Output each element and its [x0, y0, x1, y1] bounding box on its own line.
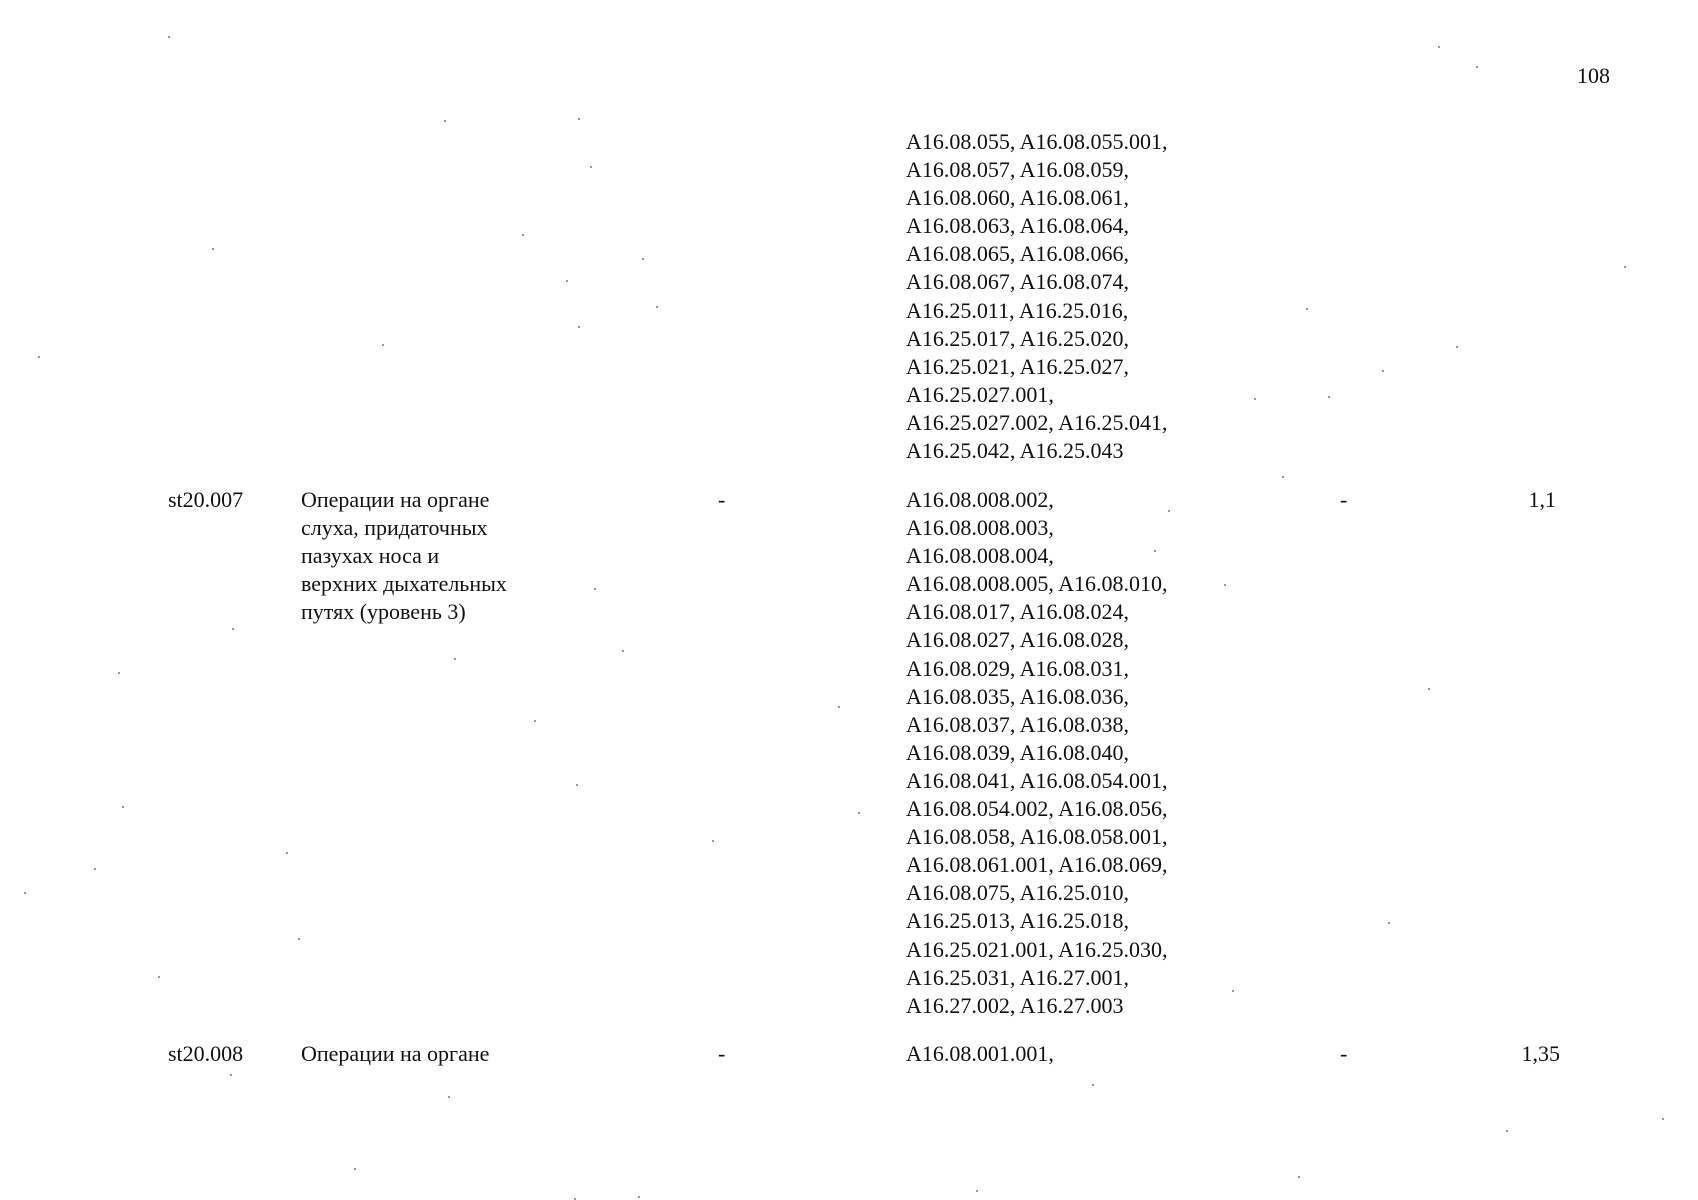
- code-line: A16.08.061.001, A16.08.069,: [906, 852, 1168, 878]
- code-line: A16.08.008.005, A16.08.010,: [906, 571, 1168, 597]
- code-line: A16.08.035, A16.08.036,: [906, 683, 1130, 709]
- group-name: Операции на органе слуха, придаточных пазухах носа и верхних дыхательных путях (уровень 3): [301, 487, 507, 624]
- dash-cell: -: [718, 487, 726, 512]
- code-line: A16.08.027, A16.08.028,: [906, 627, 1130, 653]
- code-line: A16.25.027.001,: [906, 381, 1054, 407]
- code-line: A16.25.027.002, A16.25.041,: [906, 409, 1168, 435]
- group-name: Операции на органе: [301, 1041, 490, 1066]
- code-line: A16.25.021.001, A16.25.030,: [906, 936, 1168, 962]
- code-line: A16.08.008.004,: [906, 543, 1054, 569]
- code-line: A16.08.058, A16.08.058.001,: [906, 824, 1168, 850]
- service-codes: [906, 486, 1168, 1020]
- code-line: A16.08.039, A16.08.040,: [906, 739, 1130, 765]
- code-line: A16.08.008.003,: [906, 515, 1054, 541]
- dash-cell: -: [1340, 487, 1348, 512]
- code-line: A16.08.017, A16.08.024,: [906, 599, 1130, 625]
- code-line: A16.08.001.001,: [906, 1041, 1054, 1066]
- code-line: A16.25.031, A16.27.001,: [906, 964, 1130, 990]
- code-line: A16.27.002, A16.27.003: [906, 992, 1124, 1018]
- code-line: A16.25.021, A16.25.027,: [906, 353, 1130, 379]
- dash-cell: -: [718, 1041, 726, 1066]
- code-line: A16.08.067, A16.08.074,: [906, 269, 1130, 295]
- code-line: A16.08.065, A16.08.066,: [906, 241, 1130, 267]
- group-code: st20.007: [168, 487, 244, 512]
- code-line: A16.08.055, A16.08.055.001,: [906, 129, 1168, 154]
- code-line: A16.08.054.002, A16.08.056,: [906, 796, 1168, 822]
- code-line: A16.25.011, A16.25.016,: [906, 297, 1129, 323]
- code-line: A16.25.042, A16.25.043: [906, 438, 1124, 464]
- continuation-codes: [906, 128, 1168, 465]
- page-number: 108: [1577, 63, 1610, 88]
- code-line: A16.25.017, A16.25.020,: [906, 325, 1130, 351]
- coefficient: 1,35: [1521, 1041, 1560, 1066]
- code-line: A16.08.060, A16.08.061,: [906, 185, 1130, 211]
- code-line: A16.08.063, A16.08.064,: [906, 213, 1130, 239]
- code-line: A16.08.075, A16.25.010,: [906, 880, 1130, 906]
- service-codes: [906, 1040, 1054, 1068]
- coefficient: 1,1: [1528, 487, 1556, 512]
- group-code: st20.008: [168, 1041, 244, 1066]
- code-line: A16.08.029, A16.08.031,: [906, 655, 1130, 681]
- code-line: A16.25.013, A16.25.018,: [906, 908, 1130, 934]
- code-line: A16.08.041, A16.08.054.001,: [906, 767, 1168, 793]
- code-line: A16.08.037, A16.08.038,: [906, 711, 1130, 737]
- code-line: A16.08.008.002,: [906, 487, 1054, 512]
- code-line: A16.08.057, A16.08.059,: [906, 157, 1130, 183]
- dash-cell: -: [1340, 1041, 1348, 1066]
